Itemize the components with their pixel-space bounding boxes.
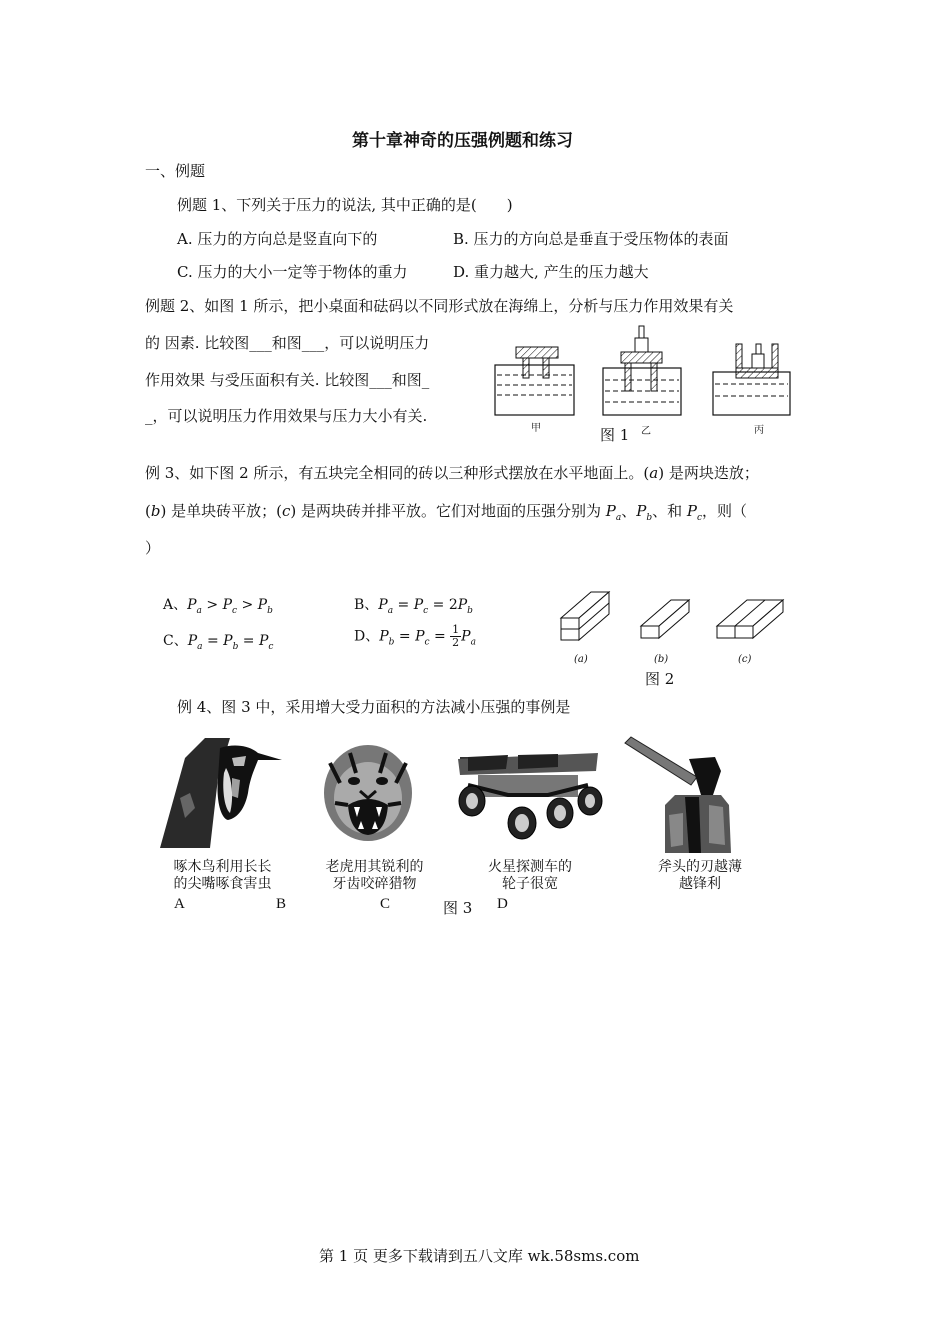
- figure-1-label-bing: 丙: [754, 425, 764, 436]
- figure-1-label-yi: 乙: [641, 426, 651, 437]
- q2-line-2: 的 因素. 比较图___和图___，可以说明压力: [145, 334, 430, 352]
- q3-line-1-end: ) 是两块迭放；: [658, 464, 759, 482]
- q4-stem: 例 4、图 3 中，采用增大受力面积的方法减小压强的事例是: [177, 698, 571, 716]
- q3-line-2-mid: ) 是单块砖平放；(: [160, 502, 282, 520]
- figure-3-caption: 图 3: [443, 899, 473, 917]
- figure-2-label-a: (a): [574, 654, 588, 665]
- q3-pc-sub: c: [696, 513, 703, 523]
- q3-label-c: c: [281, 502, 291, 520]
- q3-line-1-text: 例 3、如下图 2 所示，有五块完全相同的砖以三种形式摆放在水平地面上。(: [145, 464, 650, 482]
- figure-2-label-c: (c): [738, 654, 752, 665]
- q3-option-c: C、$P_a = P_b = P_c$: [163, 633, 274, 652]
- q4-caption-tiger: [312, 859, 437, 893]
- q2-line-3: 作用效果 与受压面积有关. 比较图___和图_: [145, 371, 430, 389]
- q4-caption-tiger-line2: 牙齿咬碎猎物: [332, 876, 417, 892]
- q3-option-a-label: A、: [163, 597, 188, 613]
- figure-1-bing: [713, 344, 790, 415]
- q3-pc: P: [686, 502, 697, 520]
- q4-caption-rover-line2: 轮子很宽: [502, 876, 558, 892]
- figure-2-caption: 图 2: [645, 670, 675, 688]
- figure-2-bricks: [555, 586, 795, 646]
- q3-line-1: [145, 463, 759, 483]
- q3-option-c-label: C、: [163, 633, 188, 649]
- q4-caption-axe-line2: 越锋利: [679, 876, 721, 892]
- q4-caption-woodpecker-line2: 的尖嘴啄食害虫: [173, 876, 272, 892]
- q3-pa-sub: a: [615, 513, 622, 523]
- q3-option-b: B、$P_a = P_c = 2P_b$: [354, 597, 473, 616]
- q3-line-2-mid2: ) 是两块砖并排平放。它们对地面的压强分别为: [290, 502, 606, 520]
- q4-caption-axe: [640, 859, 760, 893]
- q3-pb: P: [636, 502, 647, 520]
- q3-option-d-label: D、: [354, 628, 380, 645]
- q4-caption-rover-line1: 火星探测车的: [488, 859, 572, 875]
- figure-2-label-b: (b): [654, 654, 669, 665]
- q3-pa: P: [605, 502, 616, 520]
- figure-1-label-jia: 甲: [531, 423, 541, 434]
- tiger-photo: [320, 743, 416, 843]
- fraction-one-half: $\frac{1}{2}$: [452, 623, 460, 649]
- q3-label-a: a: [649, 464, 659, 482]
- q4-letter-d: D: [497, 896, 508, 912]
- q3-option-b-label: B、: [354, 597, 379, 613]
- page-footer: 第 1 页 更多下载请到五八文库 wk.58sms.com: [319, 1247, 640, 1265]
- q1-option-a: A. 压力的方向总是竖直向下的: [177, 230, 378, 248]
- figure-1-yi: [603, 326, 681, 415]
- figure-1-caption: 图 1: [600, 426, 630, 444]
- q1-stem: 例题 1、下列关于压力的说法, 其中正确的是( ): [177, 196, 513, 214]
- q1-option-b: B. 压力的方向总是垂直于受压物体的表面: [453, 230, 729, 248]
- page-title: 第十章神奇的压强例题和练习: [352, 131, 573, 151]
- q3-pb-sub: b: [646, 513, 653, 523]
- section-heading: 一、例题: [145, 162, 206, 180]
- q3-sep2: 、和: [652, 502, 687, 520]
- q2-line-1: 例题 2、如图 1 所示，把小桌面和砝码以不同形式放在海绵上，分析与压力作用效果有关: [145, 297, 734, 315]
- woodpecker-photo: [160, 738, 285, 848]
- q3-line-3: ）: [145, 539, 161, 557]
- q3-line-2: [145, 501, 747, 528]
- q4-letter-a: A: [174, 896, 185, 912]
- q1-option-d: D. 重力越大, 产生的压力越大: [453, 263, 649, 281]
- q4-caption-woodpecker-line1: 啄木鸟利用长长: [173, 859, 272, 875]
- q4-caption-tiger-line1: 老虎用其锐利的: [325, 859, 424, 875]
- q4-caption-rover: [470, 859, 590, 893]
- q3-line-2-end: ，则（: [702, 502, 748, 520]
- q3-option-d: D、$P_b = P_c$ = $\frac{1}{2}$ $P_a$: [354, 623, 476, 649]
- figure-1-jia: [495, 347, 574, 415]
- q2-line-4: _，可以说明压力作用效果与压力大小有关.: [145, 407, 428, 425]
- q3-sep: 、: [621, 502, 637, 520]
- axe-photo: [625, 735, 745, 853]
- q3-label-b: b: [150, 502, 161, 520]
- q4-caption-woodpecker: [160, 859, 285, 893]
- mars-rover-photo: [448, 745, 608, 845]
- q3-option-a: A、$P_a > P_c > P_b$: [163, 597, 273, 616]
- q4-caption-axe-line1: 斧头的刃越薄: [658, 859, 742, 875]
- q1-option-c: C. 压力的大小一定等于物体的重力: [177, 263, 408, 281]
- q4-letter-c: C: [380, 896, 391, 912]
- q3-paren: (: [145, 502, 151, 520]
- q4-letter-b: B: [276, 896, 287, 912]
